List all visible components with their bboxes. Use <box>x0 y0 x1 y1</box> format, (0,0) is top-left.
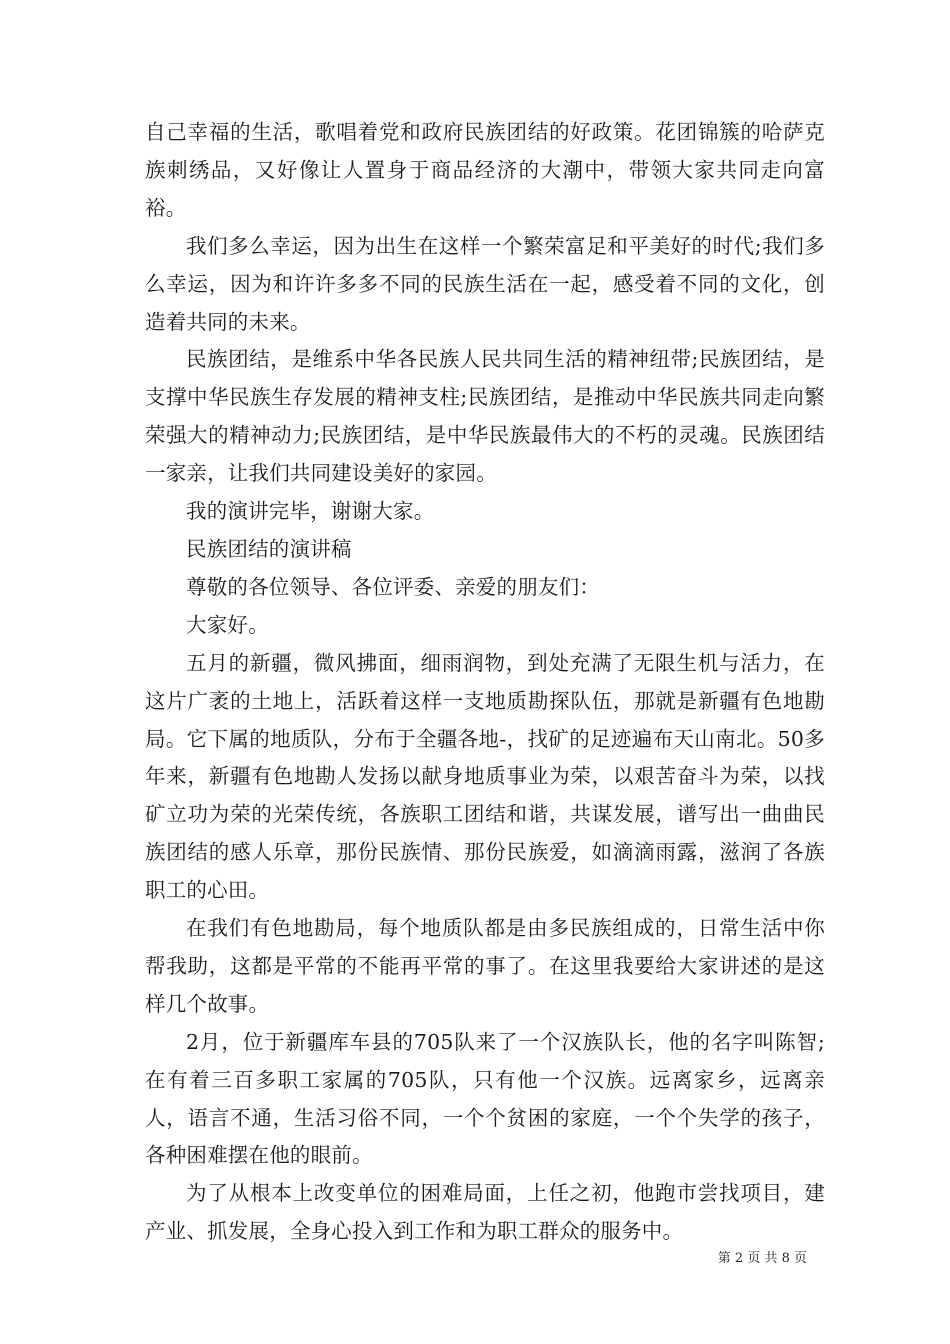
paragraph: 自己幸福的生活，歌唱着党和政府民族团结的好政策。花团锦簇的哈萨克族刺绣品，又好像让人置身于商品经济的大潮中，带领大家共同走向富裕。 <box>145 120 825 220</box>
page-number: 第 2 页 共 8 页 <box>717 1251 807 1266</box>
section-title: 民族团结的演讲稿 <box>186 536 352 561</box>
paragraph: 我的演讲完毕，谢谢大家。 <box>186 499 435 524</box>
paragraph: 为了从根本上改变单位的困难局面，上任之初，他跑市尝找项目，建产业、抓发展，全身心投入到工作和为职工群众的服务中。 <box>145 1181 825 1244</box>
paragraph: 2月，位于新疆库车县的705队来了一个汉族队长，他的名字叫陈智;在有着三百多职工家属的705队，只有他一个汉族。远离家乡，远离亲人，语言不通，生活习俗不同，一个个贫困的家庭，一个个失学的孩子，各种困难摆在他的眼前。 <box>145 1029 825 1168</box>
salutation: 尊敬的各位领导、各位评委、亲爱的朋友们： <box>186 574 600 599</box>
paragraph: 民族团结，是维系中华各民族人民共同生活的精神纽带;民族团结，是支撑中华民族生存发展的精神支柱;民族团结，是推动中华民族共同走向繁荣强大的精神动力;民族团结，是中华民族最伟大的不朽的灵魂。民族团结一家亲，让我们共同建设美好的家园。 <box>145 347 825 486</box>
document-body <box>145 114 825 1251</box>
paragraph: 在我们有色地勘局，每个地质队都是由多民族组成的，日常生活中你帮我助，这都是平常的不能再平常的事了。在这里我要给大家讲述的是这样几个故事。 <box>145 916 825 1016</box>
paragraph: 五月的新疆，微风拂面，细雨润物，到处充满了无限生机与活力，在这片广袤的土地上，活跃着这样一支地质勘探队伍，那就是新疆有色地勘局。它下属的地质队，分布于全疆各地-，找矿的足迹遍布天山南北。50多年来，新疆有色地勘人发扬以献身地质事业为荣，以艰苦奋斗为荣，以找矿立功为荣的光荣传统，各族职工团结和谐，共谋发展，谱写出一曲曲民族团结的感人乐章，那份民族情、那份民族爱，如滴滴雨露，滋润了各族职工的心田。 <box>145 650 825 903</box>
paragraph: 我们多么幸运，因为出生在这样一个繁荣富足和平美好的时代;我们多么幸运，因为和许许多多不同的民族生活在一起，感受着不同的文化，创造着共同的未来。 <box>145 233 825 334</box>
greeting: 大家好。 <box>186 612 269 637</box>
